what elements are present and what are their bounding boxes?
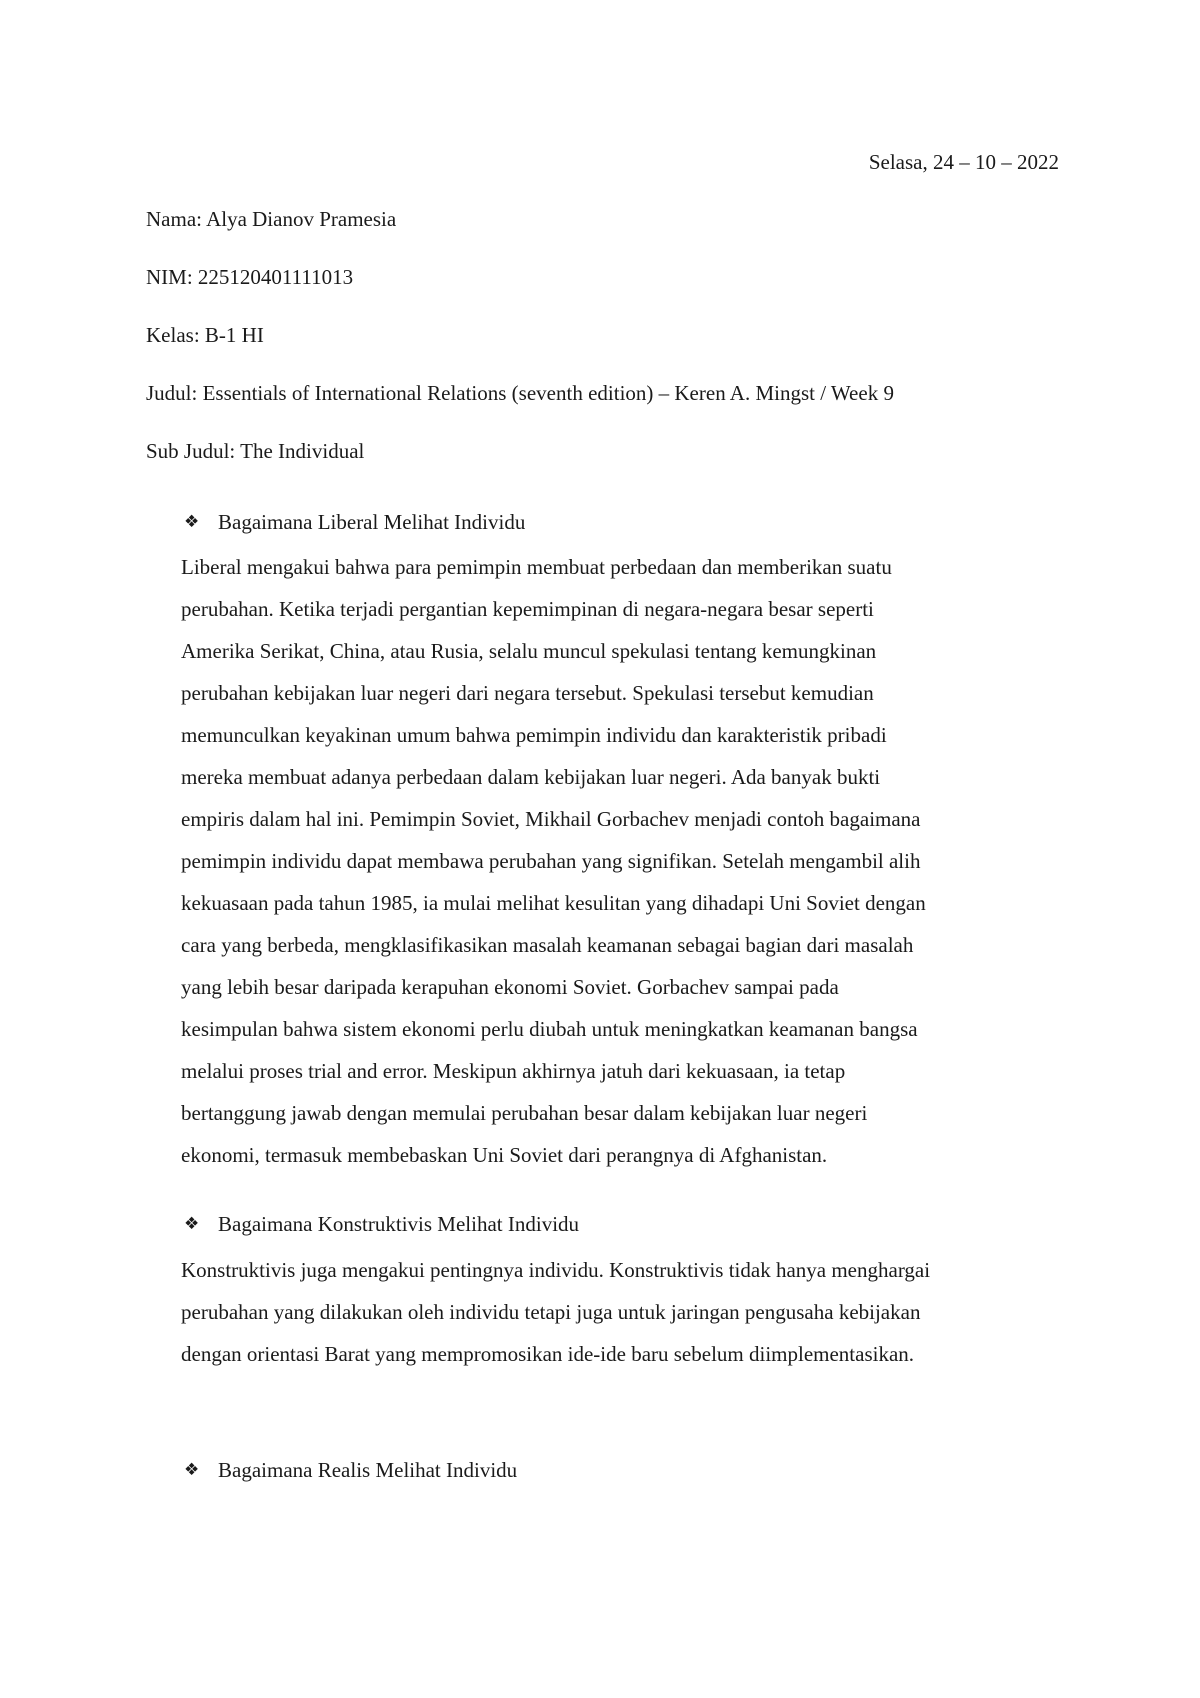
document-date: Selasa, 24 – 10 – 2022 — [868, 150, 1059, 174]
paragraph-line: perubahan kebijakan luar negeri dari negara tersebut. Spekulasi tersebut kemudian — [181, 681, 874, 705]
paragraph-line: Liberal mengakui bahwa para pemimpin membuat perbedaan dan memberikan suatu — [181, 555, 892, 579]
student-info-block — [146, 205, 1096, 495]
paragraph-line: pemimpin individu dapat membawa perubahan yang signifikan. Setelah mengambil alih — [181, 849, 921, 873]
paragraph-line: perubahan yang dilakukan oleh individu tetapi juga untuk jaringan pengusaha kebijakan — [181, 1300, 921, 1324]
paragraph-line: mereka membuat adanya perbedaan dalam kebijakan luar negeri. Ada banyak bukti — [181, 765, 881, 789]
diamond-bullet-icon: ❖ — [184, 1460, 200, 1480]
paragraph-line: perubahan. Ketika terjadi pergantian kepemimpinan di negara-negara besar seperti — [181, 597, 874, 621]
section-liberal-paragraph — [181, 546, 1081, 1176]
diamond-bullet-icon: ❖ — [184, 512, 200, 532]
document-subtitle: Sub Judul: The Individual — [146, 439, 365, 463]
section-heading-text: Bagaimana Realis Melihat Individu — [218, 1458, 518, 1482]
paragraph-line: bertanggung jawab dengan memulai perubahan besar dalam kebijakan luar negeri — [181, 1101, 868, 1125]
paragraph-line: Konstruktivis juga mengakui pentingnya individu. Konstruktivis tidak hanya menghargai — [181, 1258, 931, 1282]
paragraph-line: yang lebih besar daripada kerapuhan ekonomi Soviet. Gorbachev sampai pada — [181, 975, 839, 999]
document-title: Judul: Essentials of International Relations (seventh edition) – Keren A. Mingst / Week 9 — [146, 381, 894, 405]
paragraph-line: Amerika Serikat, China, atau Rusia, selalu muncul spekulasi tentang kemungkinan — [181, 639, 877, 663]
paragraph-line: melalui proses trial and error. Meskipun akhirnya jatuh dari kekuasaan, ia tetap — [181, 1059, 846, 1083]
student-name: Nama: Alya Dianov Pramesia — [146, 207, 397, 231]
diamond-bullet-icon: ❖ — [184, 1214, 200, 1234]
paragraph-line: kekuasaan pada tahun 1985, ia mulai melihat kesulitan yang dihadapi Uni Soviet dengan — [181, 891, 926, 915]
student-nim: NIM: 225120401111013 — [146, 265, 354, 289]
section-heading-text: Bagaimana Liberal Melihat Individu — [218, 510, 526, 534]
section-constructivist-paragraph — [181, 1249, 1081, 1375]
paragraph-line: ekonomi, termasuk membebaskan Uni Soviet dari perangnya di Afghanistan. — [181, 1143, 828, 1167]
paragraph-line: kesimpulan bahwa sistem ekonomi perlu diubah untuk meningkatkan keamanan bangsa — [181, 1017, 918, 1041]
paragraph-line: dengan orientasi Barat yang mempromosikan ide-ide baru sebelum diimplementasikan. — [181, 1342, 915, 1366]
student-class: Kelas: B-1 HI — [146, 323, 264, 347]
paragraph-line: memunculkan keyakinan umum bahwa pemimpin individu dan karakteristik pribadi — [181, 723, 887, 747]
paragraph-line: cara yang berbeda, mengklasifikasikan masalah keamanan sebagai bagian dari masalah — [181, 933, 914, 957]
section-heading-text: Bagaimana Konstruktivis Melihat Individu — [218, 1212, 580, 1236]
paragraph-line: empiris dalam hal ini. Pemimpin Soviet, Mikhail Gorbachev menjadi contoh bagaimana — [181, 807, 921, 831]
